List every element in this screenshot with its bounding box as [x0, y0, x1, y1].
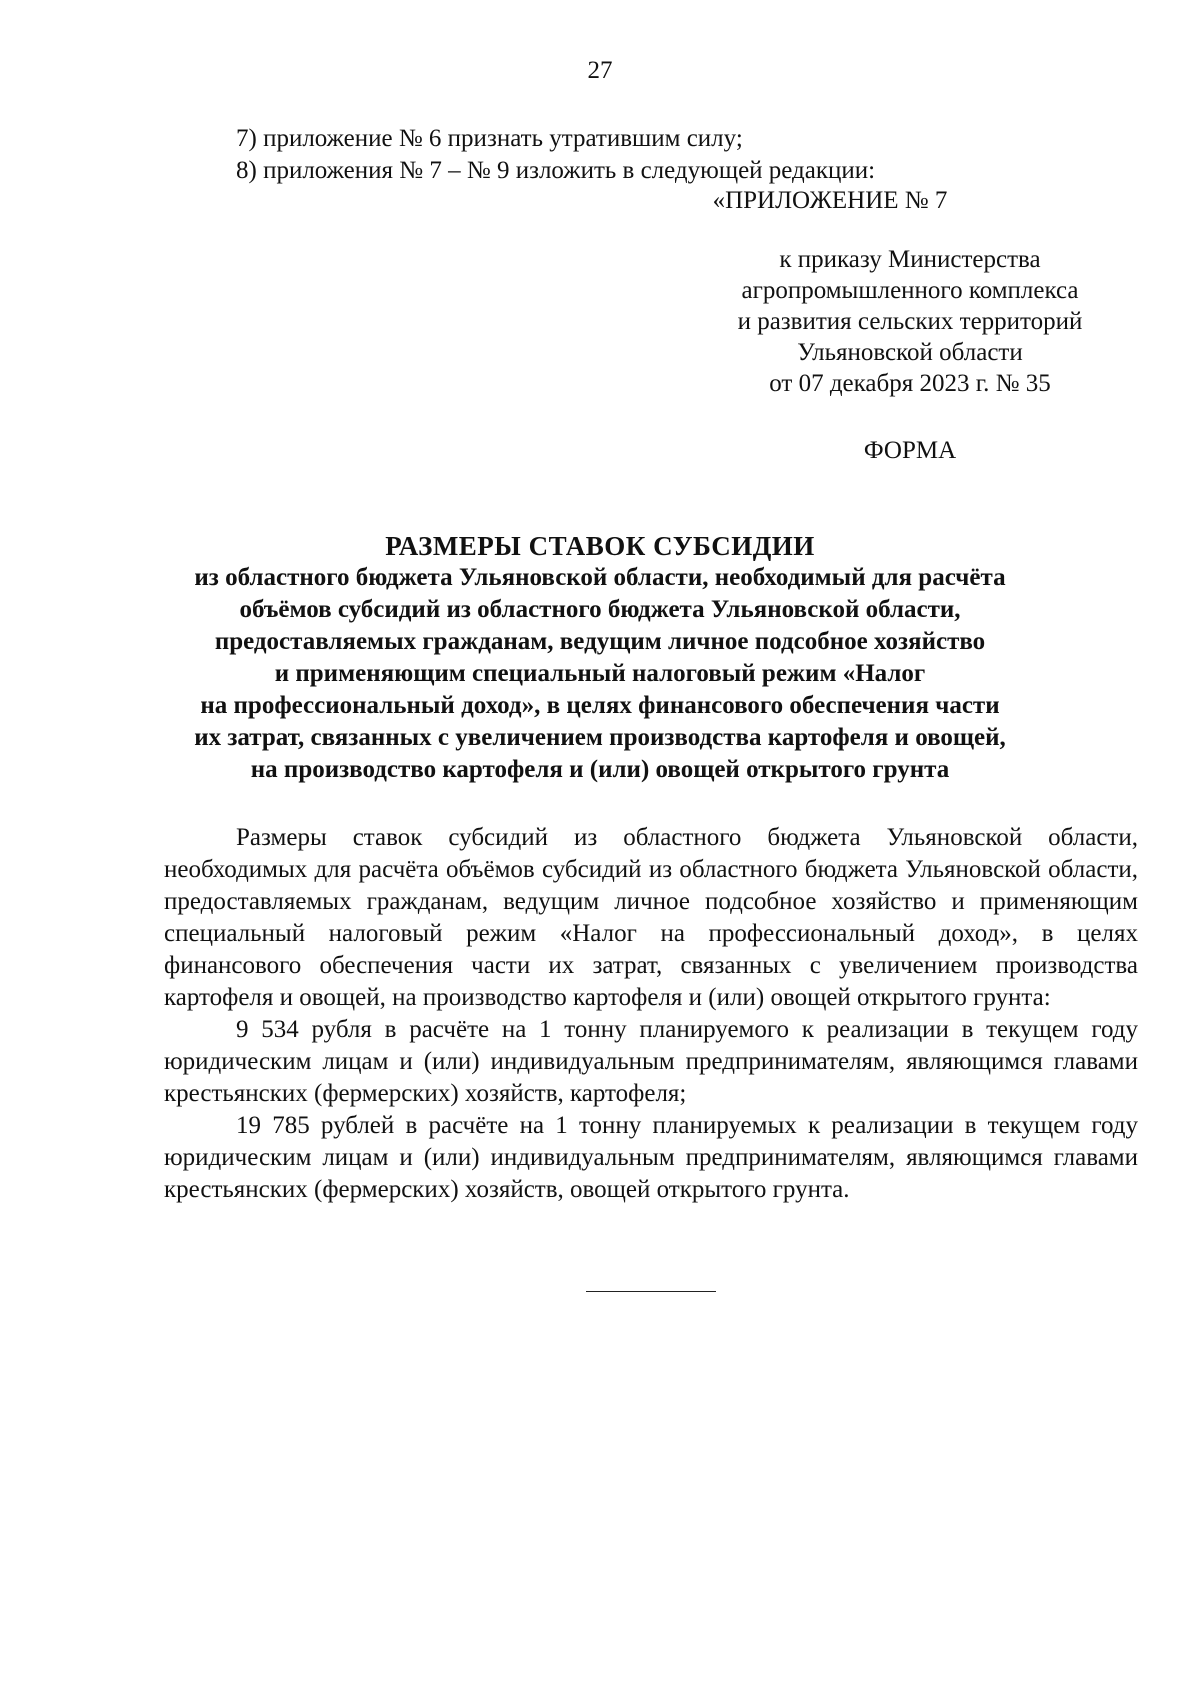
order-ref-line: агропромышленного комплекса [741, 277, 1079, 304]
title-line: их затрат, связанных с увеличением производства картофеля и овощей, [194, 724, 1006, 751]
list-item-7: 7) приложение № 6 признать утратившим силу; [236, 125, 743, 152]
rate-potato-paragraph: 9 534 рубля в расчёте на 1 тонну планируемого к реализации в текущем году юридическим лицам и (или) индивидуальным предпринимателям, являющимся главами крестьянских (фермерских) хозяйств, картофеля; [164, 1016, 1138, 1107]
document-title [140, 530, 1060, 786]
rate-vegetables-paragraph: 19 785 рублей в расчёте на 1 тонну планируемых к реализации в текущем году юридическим лицам и (или) индивидуальным предпринимателям, являющимся главами крестьянских (фермерских) хозяйств, овощей открытого грунта. [164, 1112, 1138, 1203]
annex-title: «ПРИЛОЖЕНИЕ № 7 [712, 187, 948, 214]
title-main: РАЗМЕРЫ СТАВОК СУБСИДИИ [385, 531, 815, 561]
order-ref-line: к приказу Министерства [779, 246, 1041, 273]
form-label: ФОРМА [863, 437, 957, 464]
title-line: и применяющим специальный налоговый режим «Налог [274, 660, 926, 687]
title-line: из областного бюджета Ульяновской области, необходимый для расчёта [194, 564, 1006, 591]
title-line: на профессиональный доход», в целях финансового обеспечения части [200, 692, 1000, 719]
list-item-8: 8) приложения № 7 – № 9 изложить в следующей редакции: [236, 157, 876, 184]
order-ref-line: от 07 декабря 2023 г. № 35 [769, 370, 1051, 397]
intro-paragraph: Размеры ставок субсидий из областного бюджета Ульяновской области, необходимых для расчёта объёмов субсидий из областного бюджета Ульяновской области, предоставляемых гражданам, ведущим личное подсобное хозяйство и применяющим специальный налоговый режим «Налог на профессиональный доход», в целях финансового обеспечения части их затрат, связанных с увеличением производства картофеля и овощей, на производство картофеля и (или) овощей открытого грунта: [164, 824, 1138, 1011]
body-text [164, 822, 1138, 1206]
title-line: на производство картофеля и (или) овощей открытого грунта [250, 756, 950, 783]
page-number: 27 [587, 57, 613, 84]
order-ref-line: Ульяновской области [797, 339, 1023, 366]
order-reference [690, 244, 1130, 399]
order-ref-line: и развития сельских территорий [737, 308, 1083, 335]
title-line: объёмов субсидий из областного бюджета Ульяновской области, [239, 596, 961, 623]
end-divider [586, 1291, 716, 1292]
title-line: предоставляемых гражданам, ведущим личное подсобное хозяйство [214, 628, 986, 655]
